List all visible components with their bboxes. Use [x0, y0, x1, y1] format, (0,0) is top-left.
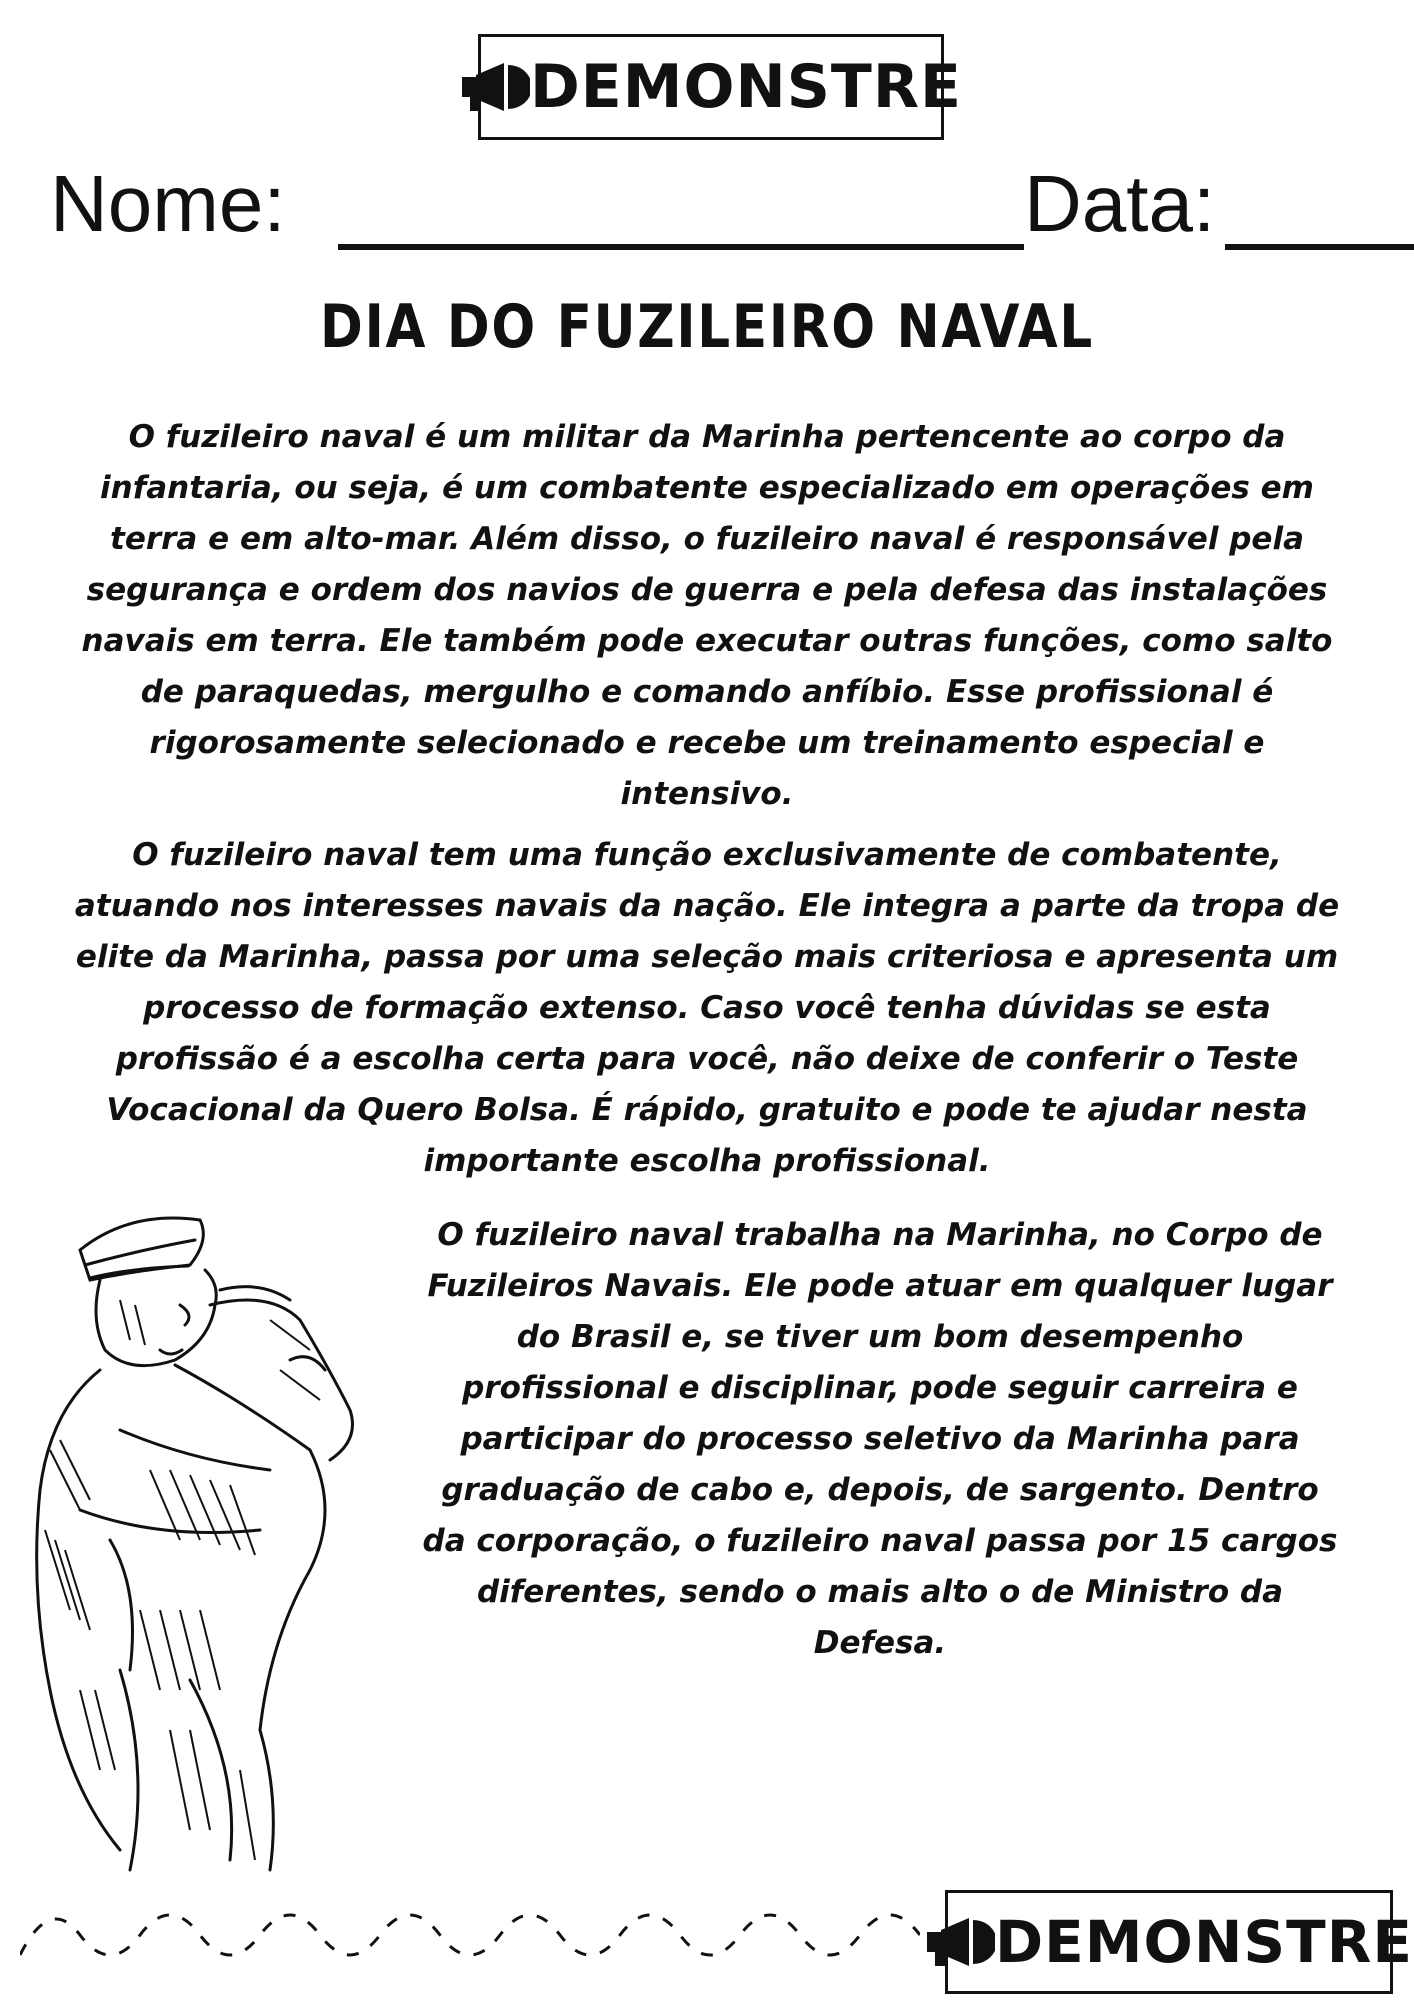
name-blank-line[interactable]: [338, 244, 1024, 250]
date-blank-line[interactable]: [1225, 244, 1414, 250]
marine-illustration: [10, 1210, 430, 1890]
paragraph-1: O fuzileiro naval é um militar da Marinha pertencente ao corpo da infantaria, ou seja, é um combatente especializado em operações em terra e em alto-mar. Além disso, o fuzileiro naval é responsável pela segurança e ordem dos navios de guerra e pela defesa das instalações navais em terra. Ele também pode executar outras funções, como salto de paraquedas, mergulho e comando anfíbio. Esse profissional é rigorosamente selecionado e recebe um treinamento especial e intensivo.: [81, 419, 1333, 812]
name-date-row: [50, 160, 1370, 260]
paragraph-2: O fuzileiro naval tem uma função exclusivamente de combatente, atuando nos interesses navais da nação. Ele integra a parte da tropa de elite da Marinha, passa por uma seleção mais criteriosa e apresenta um processo de formação extenso. Caso você tenha dúvidas se esta profissão é a escolha certa para você, não deixe de conferir o Teste Vocacional da Quero Bolsa. É rápido, gratuito e pode te ajudar nesta importante escolha profissional.: [74, 837, 1340, 1179]
date-label: Data:: [1024, 159, 1216, 248]
logo-text: DEMONSTRE: [995, 1908, 1413, 1976]
megaphone-icon: [925, 1916, 995, 1968]
logo-top: [478, 34, 963, 140]
paragraph-3: O fuzileiro naval trabalha na Marinha, no Corpo de Fuzileiros Navais. Ele pode atuar em qualquer lugar do Brasil e, se tiver um bom desempenho profissional e disciplinar, pode seguir carreira e participar do processo seletivo da Marinha para graduação de cabo e, depois, de sargento. Dentro da corporação, o fuzileiro naval passa por 15 cargos diferentes, sendo o mais alto o de Ministro da Defesa.: [422, 1217, 1338, 1661]
logo-text: DEMONSTRE: [529, 52, 963, 122]
megaphone-icon: [460, 61, 530, 113]
page-title: DIA DO FUZILEIRO NAVAL: [320, 292, 1094, 362]
logo-bottom: [945, 1890, 1413, 1994]
dashed-wave-decoration: [20, 1895, 920, 1975]
name-label: Nome:: [50, 159, 286, 248]
